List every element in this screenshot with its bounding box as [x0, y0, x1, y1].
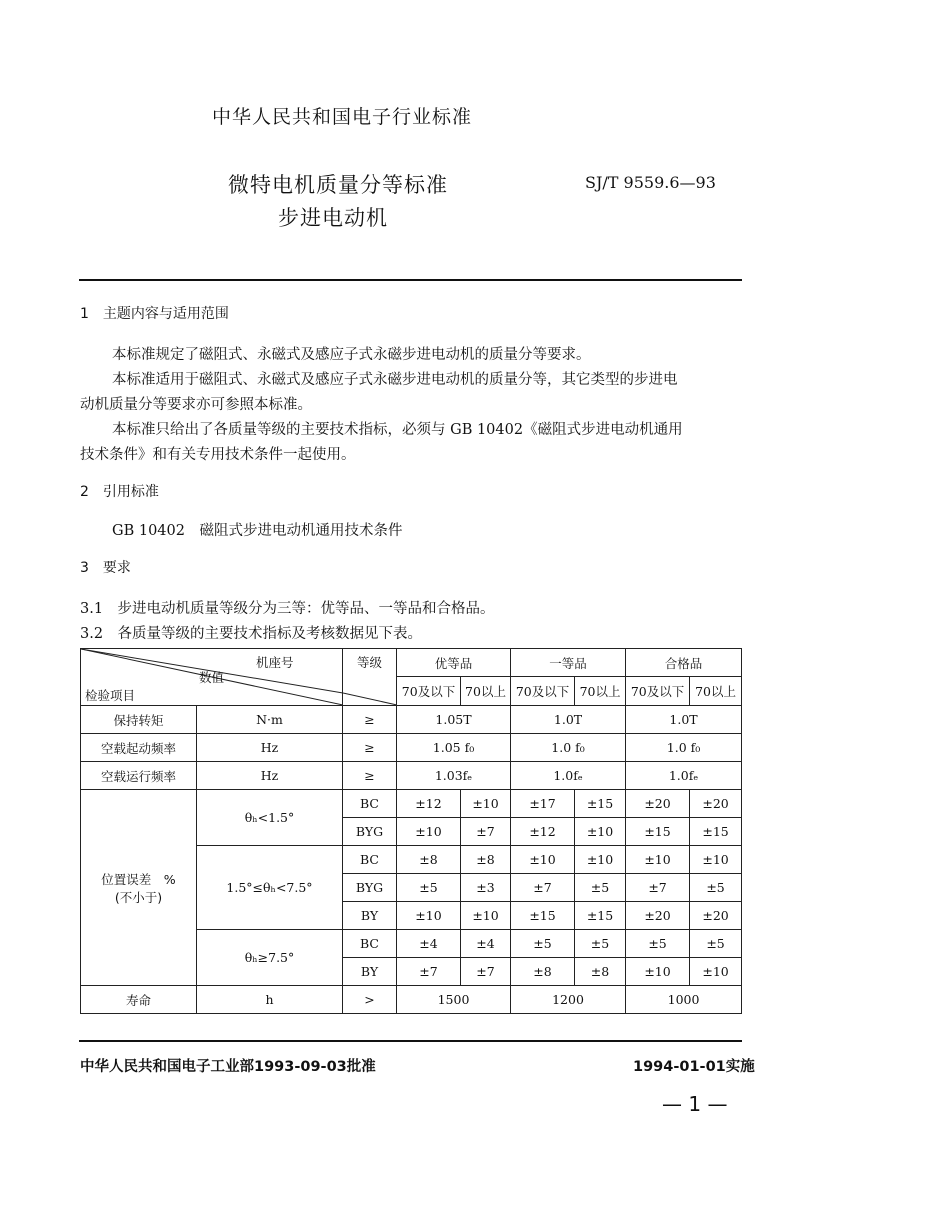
sub-col: 70及以下 — [397, 677, 461, 706]
value: ±10 — [626, 958, 690, 986]
sub-col: 70以上 — [461, 677, 511, 706]
top-rule — [79, 279, 742, 281]
item-life: 寿命 — [81, 986, 197, 1014]
condition: 1.5°≤θₕ<7.5° — [197, 846, 343, 930]
value: 1.0 f₀ — [626, 734, 742, 762]
value: ±15 — [511, 902, 575, 930]
value: 1200 — [511, 986, 626, 1014]
value: ±8 — [511, 958, 575, 986]
value: ±20 — [690, 902, 742, 930]
value: ±12 — [511, 818, 575, 846]
grade-excellent: 优等品 — [397, 649, 511, 677]
value: ±20 — [626, 790, 690, 818]
standard-code: SJ/T 9559.6—93 — [585, 173, 716, 192]
position-error-note: (不小于) — [114, 889, 163, 905]
section-1-para2b: 动机质量分等要求亦可参照本标准。 — [80, 397, 312, 413]
value: 1.05T — [397, 706, 511, 734]
section-1-para2a: 本标准适用于磁阻式、永磁式及感应子式永磁步进电动机的质量分等，其它类型的步进电 — [112, 372, 678, 388]
sign: > — [343, 986, 397, 1014]
motor-type: BC — [343, 930, 397, 958]
value: 1.0T — [511, 706, 626, 734]
value: ±7 — [626, 874, 690, 902]
value: ±17 — [511, 790, 575, 818]
table-row — [81, 734, 742, 762]
motor-type: BY — [343, 958, 397, 986]
value: ±15 — [690, 818, 742, 846]
title-line1: 微特电机质量分等标准 — [228, 173, 448, 197]
value: ±10 — [575, 846, 626, 874]
standard-body: 中华人民共和国电子行业标准 — [212, 106, 473, 128]
condition: θₕ<1.5° — [197, 790, 343, 846]
title-line2: 步进电动机 — [278, 206, 388, 230]
value: ±5 — [690, 930, 742, 958]
grade-header-cell — [343, 649, 397, 706]
value: ±8 — [575, 958, 626, 986]
value: 1.03fₑ — [397, 762, 511, 790]
value: 1.0fₑ — [626, 762, 742, 790]
section-2-title: 2 引用标准 — [80, 484, 159, 500]
unit: Hz — [197, 734, 343, 762]
value: ±5 — [397, 874, 461, 902]
condition: θₕ≥7.5° — [197, 930, 343, 986]
motor-type: BYG — [343, 874, 397, 902]
diag-value-label: 数值 — [199, 670, 225, 685]
section-3-2: 3.2 各质量等级的主要技术指标及考核数据见下表。 — [80, 626, 423, 642]
unit: N·m — [197, 706, 343, 734]
value: ±12 — [397, 790, 461, 818]
page-number: — 1 — — [662, 1092, 728, 1116]
value: ±15 — [575, 902, 626, 930]
unit: Hz — [197, 762, 343, 790]
value: ±10 — [626, 846, 690, 874]
value: 1.0T — [626, 706, 742, 734]
approval-note: 中华人民共和国电子工业部1993-09-03批准 — [80, 1059, 376, 1075]
sign: ≥ — [343, 762, 397, 790]
value: ±10 — [575, 818, 626, 846]
section-3-1: 3.1 步进电动机质量等级分为三等：优等品、一等品和合格品。 — [80, 601, 495, 617]
value: ±20 — [690, 790, 742, 818]
section-2-reference: GB 10402 磁阻式步进电动机通用技术条件 — [112, 523, 403, 539]
grade-qualified: 合格品 — [626, 649, 742, 677]
sub-col: 70以上 — [690, 677, 742, 706]
sign: ≥ — [343, 706, 397, 734]
unit: h — [197, 986, 343, 1014]
value: ±10 — [690, 846, 742, 874]
value: ±10 — [511, 846, 575, 874]
table-row — [81, 706, 742, 734]
section-1-para1: 本标准规定了磁阻式、永磁式及感应子式永磁步进电动机的质量分等要求。 — [112, 347, 591, 363]
item-holding-torque: 保持转矩 — [81, 706, 197, 734]
sub-col: 70及以下 — [626, 677, 690, 706]
item-start-frequency: 空载起动频率 — [81, 734, 197, 762]
value: ±10 — [690, 958, 742, 986]
value: ±10 — [397, 902, 461, 930]
grade-label: 等级 — [356, 655, 382, 670]
value: 1500 — [397, 986, 511, 1014]
sub-col: 70以上 — [575, 677, 626, 706]
motor-type: BC — [343, 790, 397, 818]
value: ±10 — [461, 790, 511, 818]
motor-type: BYG — [343, 818, 397, 846]
value: ±15 — [626, 818, 690, 846]
value: ±8 — [461, 846, 511, 874]
motor-type: BC — [343, 846, 397, 874]
value: ±10 — [397, 818, 461, 846]
value: 1.0fₑ — [511, 762, 626, 790]
value: ±8 — [397, 846, 461, 874]
value: ±7 — [461, 958, 511, 986]
grade-first: 一等品 — [511, 649, 626, 677]
value: ±5 — [575, 930, 626, 958]
bottom-rule — [79, 1040, 742, 1042]
diagonal-header-cell — [81, 649, 343, 706]
value: 1.0 f₀ — [511, 734, 626, 762]
diag-frame-label: 机座号 — [256, 655, 294, 670]
value: ±7 — [511, 874, 575, 902]
value: ±5 — [690, 874, 742, 902]
value: ±4 — [397, 930, 461, 958]
effective-date: 1994-01-01实施 — [633, 1059, 755, 1075]
value: 1.05 f₀ — [397, 734, 511, 762]
motor-type: BY — [343, 902, 397, 930]
item-position-error — [81, 790, 197, 986]
sub-col: 70及以下 — [511, 677, 575, 706]
value: ±7 — [397, 958, 461, 986]
sign: ≥ — [343, 734, 397, 762]
value: ±5 — [511, 930, 575, 958]
value: ±7 — [461, 818, 511, 846]
section-1-title: 1 主题内容与适用范围 — [80, 306, 229, 322]
item-run-frequency: 空载运行频率 — [81, 762, 197, 790]
value: ±15 — [575, 790, 626, 818]
table-row — [81, 762, 742, 790]
table-row — [81, 790, 742, 818]
value: ±10 — [461, 902, 511, 930]
diag-item-label: 检验项目 — [85, 688, 136, 703]
value: ±5 — [626, 930, 690, 958]
section-3-title: 3 要求 — [80, 560, 131, 576]
section-1-para3b: 技术条件》和有关专用技术条件一起使用。 — [80, 447, 356, 463]
table-row — [81, 986, 742, 1014]
section-1-para3a: 本标准只给出了各质量等级的主要技术指标，必须与 GB 10402《磁阻式步进电动机通用 — [112, 422, 683, 438]
quality-table — [80, 648, 742, 1014]
value: ±5 — [575, 874, 626, 902]
value: 1000 — [626, 986, 742, 1014]
value: ±3 — [461, 874, 511, 902]
value: ±4 — [461, 930, 511, 958]
position-error-label: 位置误差 % — [101, 871, 176, 887]
value: ±20 — [626, 902, 690, 930]
